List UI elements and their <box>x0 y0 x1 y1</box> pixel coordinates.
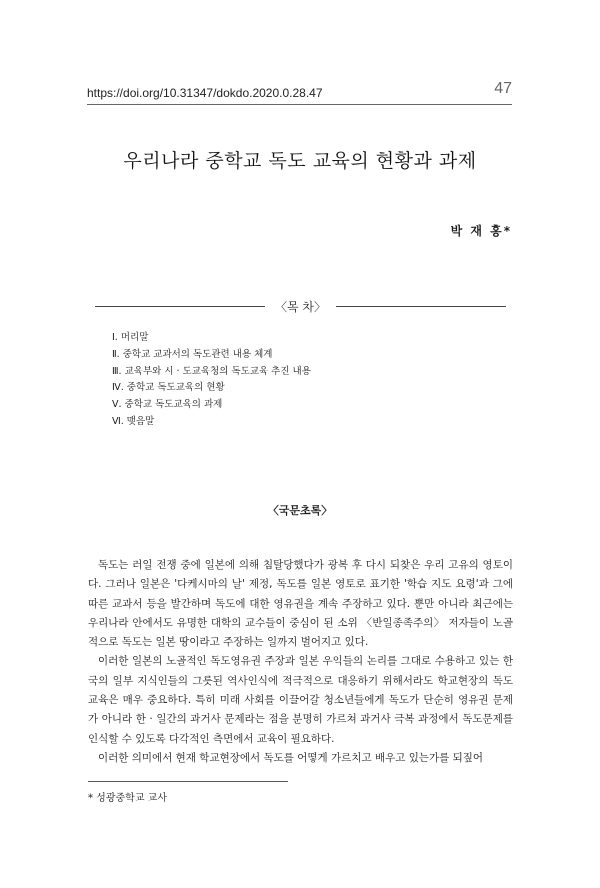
header-divider <box>87 104 512 105</box>
paper-title: 우리나라 중학교 독도 교육의 현황과 과제 <box>123 150 477 172</box>
toc-item: Ⅵ. 맺음말 <box>112 415 155 427</box>
toc-item: Ⅲ. 교육부와 시 · 도교육청의 독도교육 추진 내용 <box>112 365 311 377</box>
footnote: * 성광중학교 교사 <box>88 793 167 804</box>
toc-divider-right <box>336 306 506 307</box>
running-header <box>87 80 512 102</box>
abstract-paragraph: 독도는 러일 전쟁 중에 일본에 의해 침탈당했다가 광복 후 다시 되찾은 우리 고유의 영토이다. 그러나 일본은 '다케시마의 날' 제정, 독도를 일본 영토로 표기한 '학습 지도 요령'과 그에 따른 교과서 등을 발간하며 독도에 대한 영유권을 계속 주장하고 있다. 뿐만 아니라 최근에는 우리나라 안에서도 유명한 대학의 교수들이 중심이 된 소위 〈반일종족주의〉 저자들이 노골적으로 독도는 일본 땅이라고 주장하는 일까지 벌어지고 있다. <box>88 559 513 649</box>
author-name: 박 재 홍* <box>450 224 512 238</box>
doi-link[interactable]: https://doi.org/10.31347/dokdo.2020.0.28.47 <box>87 86 323 100</box>
abstract-paragraph: 이러한 일본의 노골적인 독도영유권 주장과 일본 우익들의 논리를 그대로 수용하고 있는 한국의 일부 지식인들의 그릇된 역사인식에 적극적으로 대응하기 위해서라도 학교현장의 독도교육은 매우 중요하다. 특히 미래 사회를 이끌어갈 청소년들에게 독도가 단순히 영유권 문제가 아니라 한 · 일간의 과거사 문제라는 점을 분명히 가르쳐 과거사 극복 과정에서 독도문제를 인식할 수 있도록 다각적인 측면에서 교육이 필요하다. <box>88 655 513 745</box>
toc-divider-left <box>95 306 265 307</box>
abstract-heading: 〈국문초록〉 <box>267 504 333 517</box>
page-number: 47 <box>494 80 512 97</box>
toc-heading: 〈목 차〉 <box>275 300 326 314</box>
footnote-divider <box>88 781 288 782</box>
toc-item: Ⅳ. 중학교 독도교육의 현황 <box>112 382 225 394</box>
toc-item: Ⅴ. 중학교 독도교육의 과제 <box>112 399 223 411</box>
toc-item: Ⅰ. 머리말 <box>112 332 149 343</box>
abstract-body <box>88 556 513 768</box>
abstract-paragraph: 이러한 의미에서 현재 학교현장에서 독도를 어떻게 가르치고 배우고 있는가를 되짚어 <box>98 751 484 764</box>
toc-item: Ⅱ. 중학교 교과서의 독도관련 내용 체계 <box>112 348 273 360</box>
table-of-contents <box>112 330 311 431</box>
